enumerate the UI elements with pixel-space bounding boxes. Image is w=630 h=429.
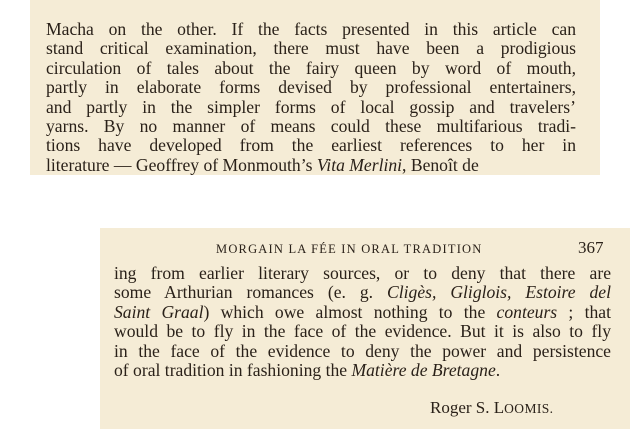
text-segment: ing from earlier literary sources, or to deny that there are	[114, 263, 611, 283]
text-segment: of oral tradition in fashioning the	[114, 359, 352, 380]
author-last-initial: L	[493, 398, 505, 417]
cut-off-line-below	[46, 167, 576, 175]
italic-text: Cligès, Gliglois, Estoire del	[387, 282, 611, 303]
author-last-rest: OOMIS.	[504, 401, 554, 416]
text-segment: , Benoît de	[402, 154, 479, 175]
text-segment: tions have developed from the earliest references to her in	[46, 135, 576, 156]
text-segment: literature — Geoffrey of Monmouth’s	[46, 154, 317, 175]
text-segment: Macha on the other. If the facts presented in this article can	[46, 19, 576, 39]
top-page-fragment	[30, 0, 600, 175]
text-line	[46, 98, 576, 117]
text-segment: ) which owe almost nothing to the	[203, 301, 497, 322]
top-paragraph	[46, 20, 576, 175]
text-line	[114, 303, 611, 322]
text-line	[114, 322, 611, 341]
text-segment: yarns. By no manner of means could these multifarious tradi-	[46, 115, 576, 136]
page-number: 367	[578, 238, 604, 257]
italic-text: Saint Graal	[114, 301, 204, 322]
text-line	[46, 59, 576, 78]
text-line	[114, 283, 611, 302]
text-segment: ; that	[557, 301, 611, 322]
text-segment: and partly in the simpler forms of local gossip and travelers’	[46, 96, 576, 117]
text-line	[46, 117, 576, 136]
text-line	[46, 20, 576, 39]
author-signature	[430, 398, 553, 418]
running-head: MORGAIN LA FÉE IN ORAL TRADITION	[216, 242, 483, 256]
text-line	[114, 342, 611, 361]
text-segment: .	[495, 359, 501, 380]
bottom-paragraph	[114, 264, 611, 380]
text-segment: in the face of the evidence to deny the power and persistence	[114, 340, 611, 361]
text-segment: would be to fly in the face of the evidence. But it is also to fly	[114, 321, 611, 342]
italic-text: Vita Merlini	[316, 154, 403, 175]
text-line	[46, 39, 576, 58]
text-line	[114, 361, 611, 380]
text-segment: stand critical examination, there must have been a prodigious	[46, 38, 576, 59]
text-line	[46, 78, 576, 97]
text-line	[46, 136, 576, 155]
bottom-page-fragment	[100, 228, 630, 429]
text-segment: partly in elaborate forms devised by professional entertainers,	[46, 77, 576, 98]
text-segment: some Arthurian romances (e. g.	[114, 282, 388, 303]
author-first-name: Roger S.	[430, 398, 494, 417]
text-line	[114, 264, 611, 283]
italic-text: Matière de Bretagne	[351, 359, 496, 380]
italic-text: conteurs	[496, 301, 558, 322]
text-segment: circulation of tales about the fairy queen by word of mouth,	[46, 57, 576, 78]
cut-off-line-above	[46, 0, 576, 10]
